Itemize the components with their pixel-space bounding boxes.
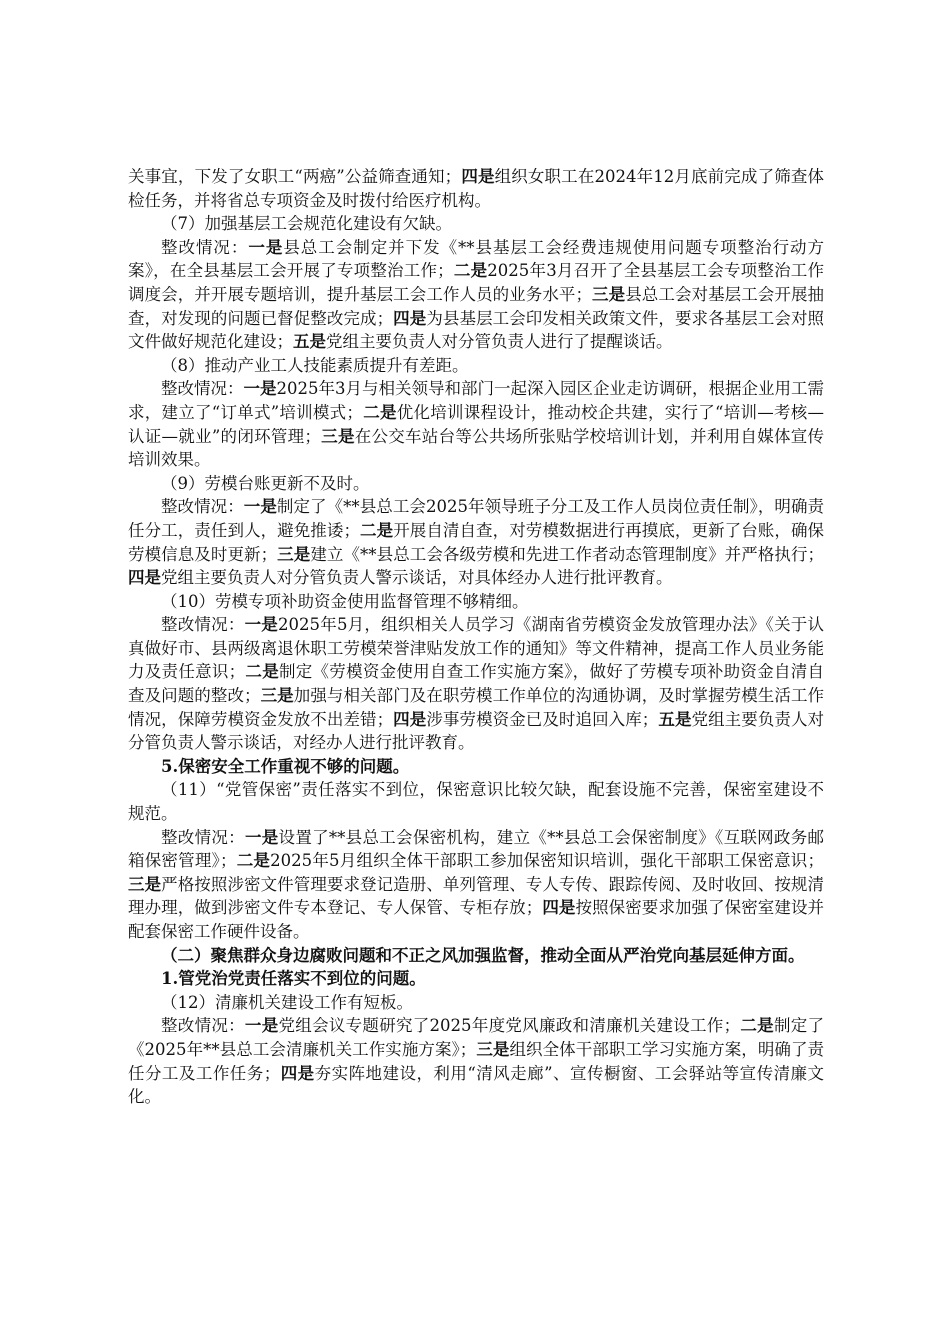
text-run: 涉事劳模资金已及时追回入库； bbox=[426, 709, 659, 729]
bold-marker: 二是 bbox=[236, 851, 271, 871]
paragraph bbox=[128, 236, 824, 354]
bold-marker: 一是 bbox=[243, 497, 277, 517]
bold-marker: 一是 bbox=[248, 237, 284, 257]
bold-marker: 三是 bbox=[128, 874, 162, 894]
text-run: 在公交车站台等公共场所张贴学校培训计划，并利用自媒体宣传培训效果。 bbox=[128, 426, 825, 470]
text-run: 整改情况： bbox=[161, 827, 245, 847]
bold-marker: 四是 bbox=[393, 709, 427, 729]
paragraph bbox=[128, 590, 824, 614]
text-run: 2025年3月与相关领导和部门一起深入园区企业走访调研，根据企业用工需求，建立了“订单式”培训模式； bbox=[128, 379, 824, 422]
text-run: （11）“党管保密”责任落实不到位，保密意识比较欠缺，配套设施不完善，保密室建设不规范。 bbox=[128, 780, 824, 824]
bold-marker: 二是 bbox=[740, 1016, 774, 1036]
text-run: 组织全体干部职工学习实施方案，明确了责任分工及工作任务； bbox=[128, 1039, 824, 1083]
section-heading bbox=[128, 755, 824, 779]
text-run: 2025年3月召开了全县基层工会专项整治工作调度会，并开展专题培训，提升基层工会工作人员的业务水平； bbox=[128, 261, 824, 304]
bold-marker: 四是 bbox=[542, 898, 576, 918]
text-run: 建立《**县总工会各级劳模和先进工作者动态管理制度》并严格执行； bbox=[310, 544, 825, 564]
text-run: 5.保密安全工作重视不够的问题。 bbox=[161, 756, 410, 776]
bold-marker: 四是 bbox=[128, 568, 161, 588]
text-run: 整改情况： bbox=[161, 237, 249, 257]
bold-marker: 三是 bbox=[320, 426, 355, 446]
bold-marker: 五是 bbox=[293, 332, 326, 352]
paragraph bbox=[128, 826, 824, 944]
bold-marker: 二是 bbox=[359, 520, 394, 540]
text-run: 制定《劳模资金使用自查工作实施方案》，做好了劳模专项补助资金自清自查及问题的整改； bbox=[128, 662, 825, 706]
bold-marker: 一是 bbox=[244, 827, 279, 847]
section-heading bbox=[128, 967, 824, 991]
bold-marker: 四是 bbox=[393, 308, 427, 328]
bold-marker: 二是 bbox=[453, 261, 488, 281]
text-run: （二）聚焦群众身边腐败问题和不正之风加强监督，推动全面从严治党向基层延伸方面。 bbox=[161, 945, 805, 965]
bold-marker: 一是 bbox=[244, 1016, 279, 1036]
text-run: （8）推动产业工人技能素质提升有差距。 bbox=[161, 355, 469, 375]
bold-marker: 五是 bbox=[658, 709, 692, 729]
paragraph bbox=[128, 1014, 824, 1108]
text-run: 整改情况： bbox=[161, 379, 244, 399]
text-run: 加强与相关部门及在职劳模工作单位的沟通协调，及时掌握劳模生活工作情况，保障劳模资金发放不出差错； bbox=[128, 686, 825, 729]
paragraph bbox=[128, 354, 824, 378]
bold-marker: 二是 bbox=[245, 662, 279, 682]
text-run: 党组主要负责人对分管负责人警示谈话，对经办人进行批评教育。 bbox=[128, 709, 825, 753]
text-run: 整改情况： bbox=[161, 1016, 245, 1036]
text-run: 夯实阵地建设，利用“清风走廊”、宣传橱窗、工会驿站等宣传清廉文化。 bbox=[128, 1063, 825, 1107]
text-run: 严格按照涉密文件管理要求登记造册、单列管理、专人专传、跟踪传阅、及时收回、按规清理办理，做到涉密文件专本登记、专人保管、专柜存放； bbox=[128, 874, 825, 918]
paragraph bbox=[128, 212, 824, 236]
text-run: （7）加强基层工会规范化建设有欠缺。 bbox=[161, 214, 452, 234]
bold-marker: 一是 bbox=[243, 379, 277, 399]
text-run: 整改情况： bbox=[161, 615, 245, 635]
text-run: 2025年5月，组织相关人员学习《湖南省劳模资金发放管理办法》《关于认真做好市、县两级离退休职工劳模荣誉津贴发放工作的通知》等文件精神，提高工作人员业务能力及责任意识； bbox=[128, 615, 825, 682]
paragraph bbox=[128, 495, 824, 589]
bold-marker: 四是 bbox=[280, 1063, 315, 1083]
text-run: 组织女职工在2024年12月底前完成了筛查体检任务，并将省总专项资金及时拨付给医疗机构。 bbox=[128, 167, 824, 210]
text-run: （12）清廉机关建设工作有短板。 bbox=[161, 992, 413, 1012]
text-run: 整改情况： bbox=[161, 497, 244, 517]
section-heading bbox=[128, 944, 824, 968]
text-run: 关事宜，下发了女职工“两癌”公益筛查通知； bbox=[128, 167, 462, 186]
text-run: 制定了《2025年**县总工会清廉机关工作实施方案》； bbox=[128, 1016, 825, 1059]
paragraph bbox=[128, 991, 824, 1015]
bold-marker: 三是 bbox=[591, 284, 626, 304]
bold-marker: 四是 bbox=[461, 167, 495, 186]
text-run: 党组主要负责人对分管负责人警示谈话，对具体经办人进行批评教育。 bbox=[161, 568, 673, 588]
paragraph bbox=[128, 613, 824, 755]
text-run: 党组主要负责人对分管负责人进行了提醒谈话。 bbox=[326, 332, 673, 352]
bold-marker: 一是 bbox=[244, 615, 279, 635]
text-run: 县总工会对基层工会开展抽查，对发现的问题已督促整改完成； bbox=[128, 284, 825, 328]
bold-marker: 二是 bbox=[362, 402, 397, 422]
text-run: 为县基层工会印发相关政策文件，要求各基层工会对照文件做好规范化建设； bbox=[128, 308, 825, 352]
text-run: 县总工会制定并下发《**县基层工会经费违规使用问题专项整治行动方案》，在全县基层工会开展了专项整治工作； bbox=[128, 237, 825, 281]
paragraph bbox=[128, 472, 824, 496]
text-run: 制定了《**县总工会2025年领导班子分工及工作人员岗位责任制》，明确责任分工，责任到人，避免推诿； bbox=[128, 497, 824, 540]
paragraph bbox=[128, 377, 824, 471]
paragraph bbox=[128, 778, 824, 825]
text-run: 优化培训课程设计，推动校企共建，实行了“培训—考核—认证—就业”的闭环管理； bbox=[128, 402, 825, 446]
paragraph bbox=[128, 165, 824, 212]
text-run: 2025年5月组织全体干部职工参加保密知识培训，强化干部职工保密意识； bbox=[270, 851, 825, 871]
text-run: 按照保密要求加强了保密室建设并配套保密工作硬件设备。 bbox=[128, 898, 825, 941]
bold-marker: 三是 bbox=[476, 1039, 510, 1059]
text-run: （10）劳模专项补助资金使用监督管理不够精细。 bbox=[161, 591, 529, 611]
bold-marker: 三是 bbox=[277, 544, 311, 564]
text-run: 1.管党治党责任落实不到位的问题。 bbox=[161, 969, 426, 989]
bold-marker: 三是 bbox=[260, 686, 294, 706]
text-run: 党组会议专题研究了2025年度党风廉政和清廉机关建设工作； bbox=[278, 1016, 741, 1036]
text-run: 开展自清自查，对劳模数据进行再摸底，更新了台账，确保劳模信息及时更新； bbox=[128, 520, 825, 564]
text-run: （9）劳模台账更新不及时。 bbox=[161, 473, 370, 493]
document-page bbox=[128, 165, 824, 1109]
text-run: 设置了**县总工会保密机构，建立《**县总工会保密制度》《互联网政务邮箱保密管理》； bbox=[128, 827, 825, 871]
